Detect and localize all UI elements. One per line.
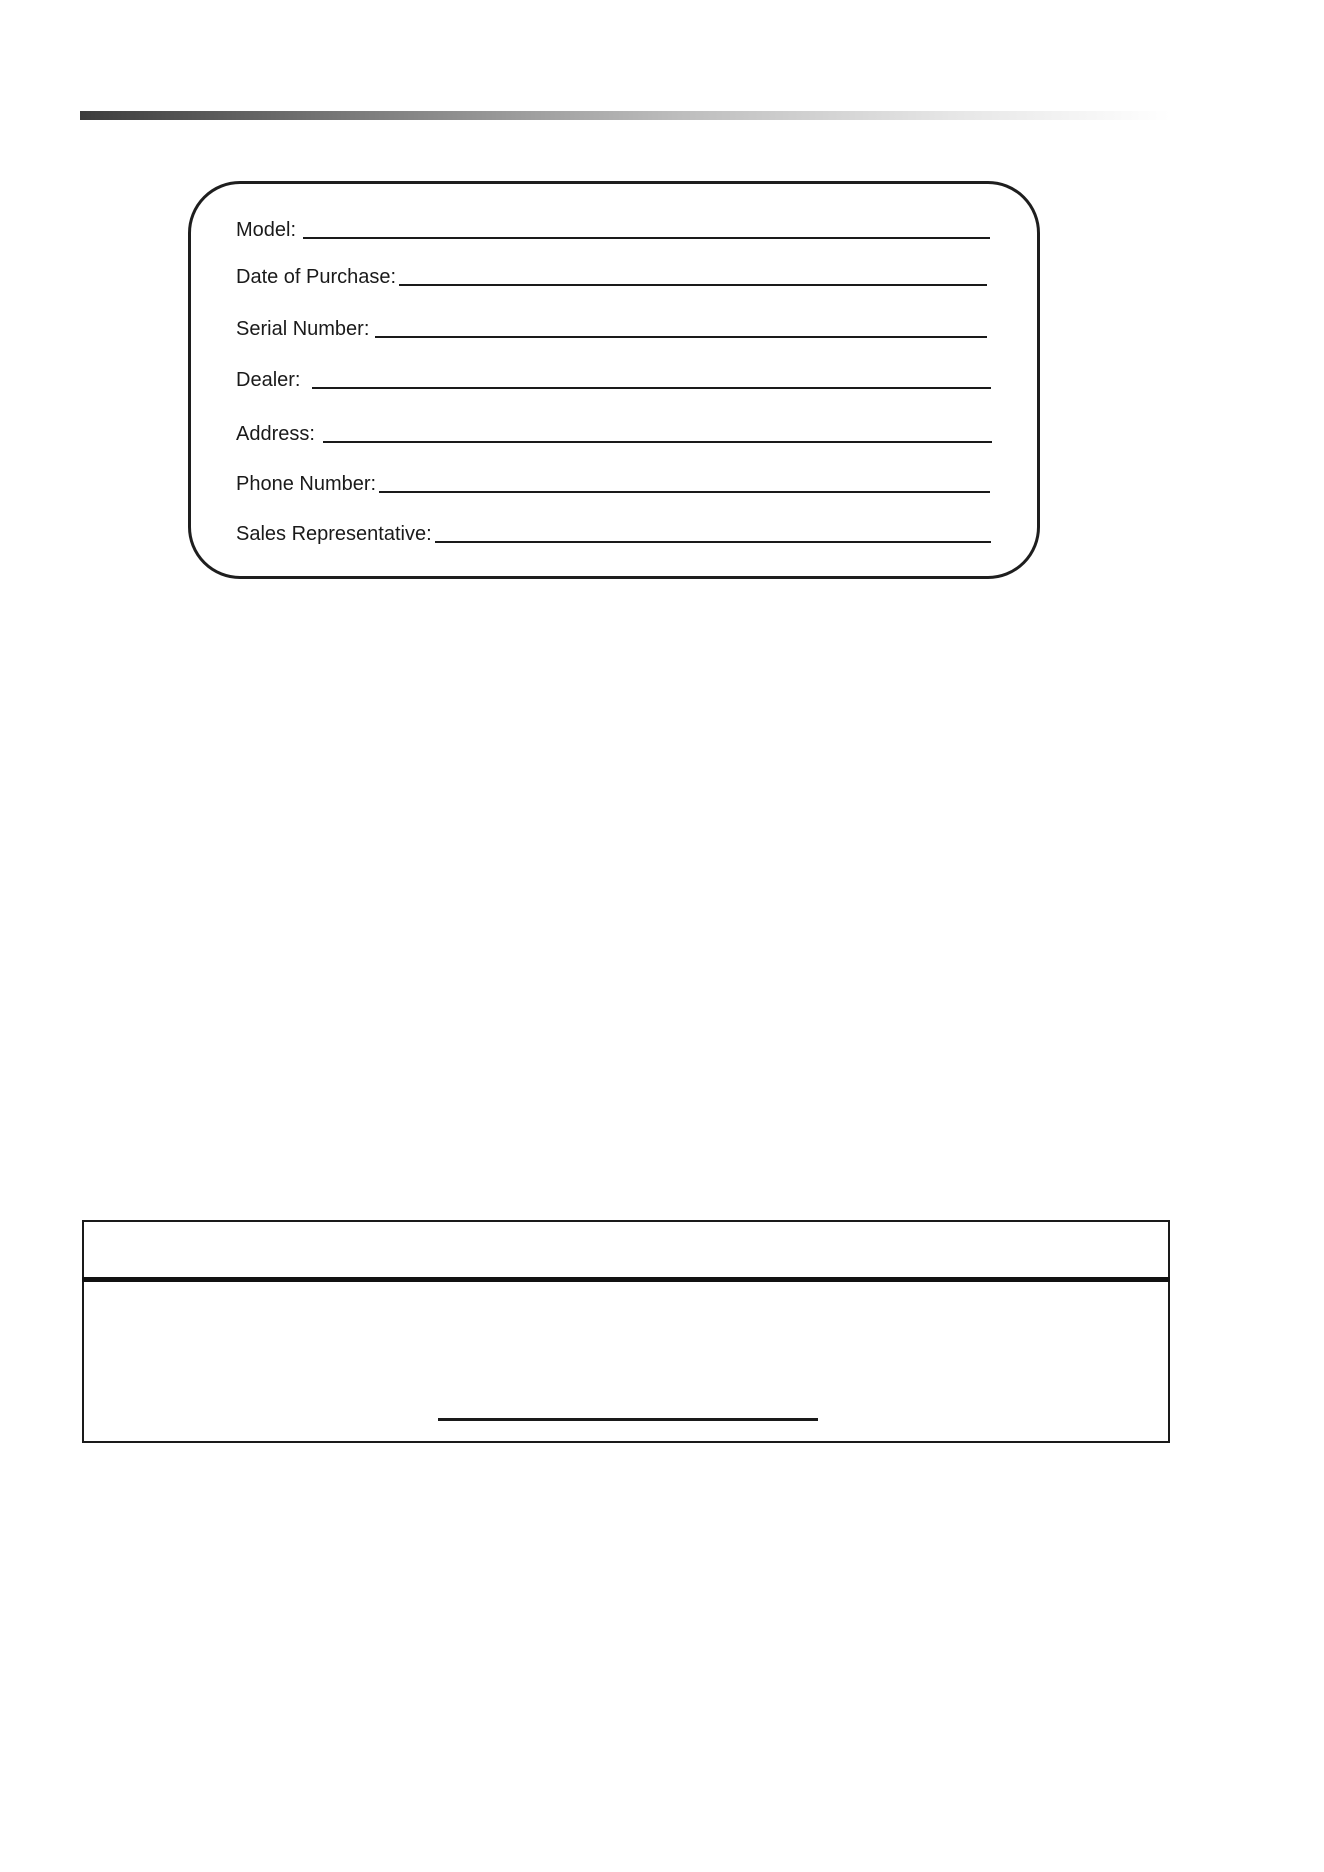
field-line-dealer[interactable]: [312, 387, 991, 389]
bottom-box-divider: [82, 1277, 1170, 1282]
field-date-of-purchase: [236, 258, 987, 288]
field-serial-number: [236, 310, 987, 340]
field-label-serial-number: Serial Number:: [236, 318, 370, 340]
bottom-box-blank-line: [438, 1418, 818, 1421]
field-sales-representative: [236, 515, 991, 545]
field-line-sales-representative[interactable]: [435, 541, 991, 543]
field-label-dealer: Dealer:: [236, 369, 301, 391]
field-line-serial-number[interactable]: [375, 336, 987, 338]
field-model: [236, 211, 990, 241]
bottom-bordered-box: [82, 1220, 1170, 1443]
field-address: [236, 415, 992, 445]
field-dealer: [236, 361, 991, 391]
field-line-address[interactable]: [323, 441, 992, 443]
field-phone-number: [236, 465, 990, 495]
header-gradient-rule: [80, 111, 1170, 120]
field-line-date-of-purchase[interactable]: [399, 284, 987, 286]
field-label-date-of-purchase: Date of Purchase:: [236, 266, 397, 288]
field-line-model[interactable]: [303, 237, 990, 239]
field-label-phone-number: Phone Number:: [236, 473, 377, 495]
field-label-model: Model:: [236, 219, 297, 241]
field-line-phone-number[interactable]: [379, 491, 990, 493]
field-label-sales-representative: Sales Representative:: [236, 523, 432, 545]
field-label-address: Address:: [236, 423, 315, 445]
